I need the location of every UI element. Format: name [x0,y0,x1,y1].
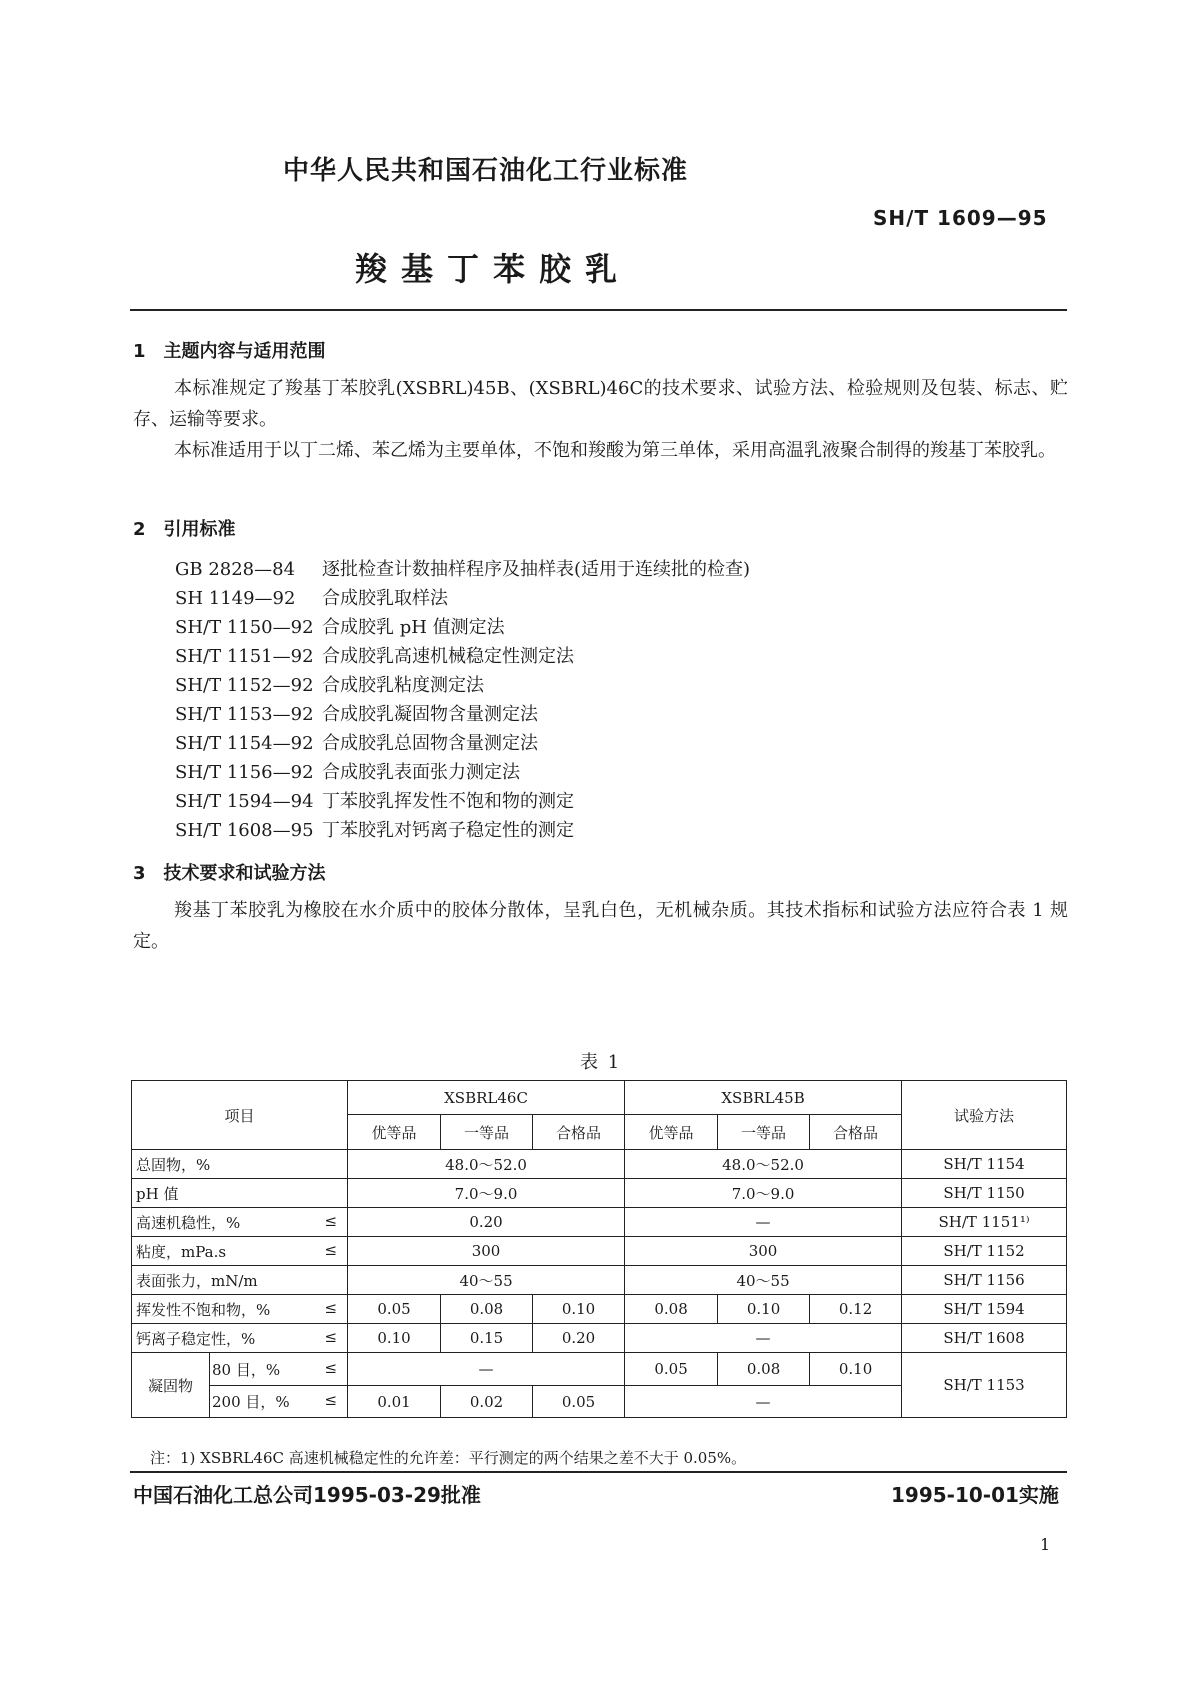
reference-title: 合成胶乳粘度测定法 [322,675,484,696]
table-note: 注：1) XSBRL46C 高速机械稳定性的允许差：平行测定的两个结果之差不大于 0.05%。 [150,1449,747,1467]
reference-title: 合成胶乳取样法 [322,588,448,609]
value-cell: 48.0～52.0 [348,1150,625,1179]
reference-title: 合成胶乳 pH 值测定法 [322,617,505,638]
reference-title: 合成胶乳凝固物含量测定法 [322,704,538,725]
value-cell: 0.08 [718,1353,810,1386]
value-cell: 7.0～9.0 [625,1179,902,1208]
standard-code: SH/T 1609—95 [873,206,1048,230]
approval-line: 中国石油化工总公司1995-03-29批准 [133,1483,481,1507]
section-3-heading: 3 技术要求和试验方法 [133,863,326,884]
header-method: 试验方法 [902,1081,1067,1150]
value-cell: 0.08 [441,1295,533,1324]
table-row [132,1353,1067,1386]
row-item: pH 值 [132,1179,348,1208]
reference-code: SH/T 1152—92 [175,675,314,696]
reference-title: 合成胶乳表面张力测定法 [322,762,520,783]
reference-code: SH/T 1150—92 [175,617,314,638]
method-cell: SH/T 1153 [902,1353,1067,1418]
reference-code: SH/T 1154—92 [175,733,314,754]
org-title: 中华人民共和国石油化工行业标准 [283,156,689,186]
leq-symbol: ≤ [324,1327,338,1346]
section-1-paragraph: 本标准适用于以丁二烯、苯乙烯为主要单体，不饱和羧酸为第三单体，采用高温乳液聚合制得的羧基丁苯胶乳。 [174,440,1056,461]
reference-code: SH 1149—92 [175,588,296,609]
table-row [132,1208,1067,1237]
row-item-cell [132,1295,348,1324]
method-cell: SH/T 1594 [902,1295,1067,1324]
row-item: 挥发性不饱和物，% [136,1300,271,1319]
row-item: 总固物，% [132,1150,348,1179]
method-cell: SH/T 1151¹⁾ [902,1208,1067,1237]
header-grade: 优等品 [625,1115,718,1150]
value-cell: 48.0～52.0 [625,1150,902,1179]
section-3-paragraph: 羧基丁苯胶乳为橡胶在水介质中的胶体分散体，呈乳白色，无机械杂质。其技术指标和试验方法应符合表 1 规定。 [133,900,1068,952]
leq-symbol: ≤ [324,1240,338,1259]
table-row [132,1150,1067,1179]
row-subitem-cell [210,1386,348,1418]
reference-title: 合成胶乳总固物含量测定法 [322,733,538,754]
value-cell: — [625,1208,902,1237]
header-item: 项目 [132,1081,348,1150]
row-item-cell [132,1237,348,1266]
header-group-xsbrl46c: XSBRL46C [348,1081,625,1115]
reference-item [175,786,574,817]
reference-code: SH/T 1151—92 [175,646,314,667]
table-header-row [132,1081,1067,1115]
reference-item [175,641,574,672]
header-grade: 一等品 [441,1115,533,1150]
page-number: 1 [1040,1535,1051,1554]
header-group-xsbrl45b: XSBRL45B [625,1081,902,1115]
leq-symbol: ≤ [324,1358,338,1377]
reference-code: SH/T 1608—95 [175,820,314,841]
value-cell: — [625,1324,902,1353]
table-row [132,1237,1067,1266]
method-cell: SH/T 1154 [902,1150,1067,1179]
header-grade: 一等品 [718,1115,810,1150]
method-cell: SH/T 1608 [902,1324,1067,1353]
implementation-date: 1995-10-01实施 [891,1483,1059,1507]
value-cell: 0.05 [348,1295,441,1324]
row-item: 表面张力，mN/m [132,1266,348,1295]
reference-code: SH/T 1156—92 [175,762,314,783]
reference-item [175,670,484,701]
reference-title: 合成胶乳高速机械稳定性测定法 [322,646,574,667]
method-cell: SH/T 1150 [902,1179,1067,1208]
spec-table [131,1080,1067,1418]
header-rule [130,309,1067,311]
reference-code: SH/T 1594—94 [175,791,314,812]
section-1-paragraph: 本标准规定了羧基丁苯胶乳(XSBRL)45B、(XSBRL)46C的技术要求、试验方法、检验规则及包装、标志、贮存、运输等要求。 [133,378,1068,430]
section-2-heading: 2 引用标准 [133,519,236,540]
table-caption: 表 1 [580,1052,622,1073]
row-subitem-cell [210,1353,348,1386]
row-item: 高速机稳性，% [136,1213,241,1232]
row-item: 钙离子稳定性，% [136,1329,256,1348]
value-cell: 0.10 [810,1353,902,1386]
reference-item [175,583,448,614]
value-cell: 0.02 [441,1386,533,1418]
leq-symbol: ≤ [324,1298,338,1317]
value-cell: — [348,1353,625,1386]
row-item: 粘度，mPa.s [136,1242,227,1261]
value-cell: 0.08 [625,1295,718,1324]
table-row [132,1324,1067,1353]
leq-symbol: ≤ [324,1391,338,1409]
row-item-cell [132,1324,348,1353]
row-subitem: 200 目，% [212,1393,290,1411]
table-row [132,1179,1067,1208]
header-grade: 优等品 [348,1115,441,1150]
header-grade: 合格品 [533,1115,625,1150]
method-cell: SH/T 1152 [902,1237,1067,1266]
reference-item [175,554,750,585]
value-cell: 0.12 [810,1295,902,1324]
reference-item [175,728,538,759]
value-cell: 0.05 [533,1386,625,1418]
value-cell: 40～55 [625,1266,902,1295]
value-cell: 0.05 [625,1353,718,1386]
value-cell: 300 [348,1237,625,1266]
value-cell: 0.10 [533,1295,625,1324]
reference-title: 丁苯胶乳挥发性不饱和物的测定 [322,791,574,812]
value-cell: 0.01 [348,1386,441,1418]
leq-symbol: ≤ [324,1211,338,1230]
value-cell: 300 [625,1237,902,1266]
header-grade: 合格品 [810,1115,902,1150]
table-row [132,1266,1067,1295]
row-subitem: 80 目，% [212,1360,281,1379]
method-cell: SH/T 1156 [902,1266,1067,1295]
value-cell: 0.15 [441,1324,533,1353]
value-cell: — [625,1386,902,1418]
row-item-cell [132,1208,348,1237]
value-cell: 0.20 [348,1208,625,1237]
row-item-group: 凝固物 [132,1353,210,1418]
footer-rule [130,1471,1067,1473]
reference-item [175,612,505,643]
table-row [132,1295,1067,1324]
value-cell: 0.10 [348,1324,441,1353]
reference-item [175,757,520,788]
value-cell: 40～55 [348,1266,625,1295]
document-title: 羧基丁苯胶乳 [355,250,632,288]
section-1-body [133,373,1068,466]
reference-title: 丁苯胶乳对钙离子稳定性的测定 [322,820,574,841]
reference-item [175,815,574,846]
reference-item [175,699,538,730]
section-1-heading: 1 主题内容与适用范围 [133,341,326,362]
reference-code: GB 2828—84 [175,559,296,580]
value-cell: 0.20 [533,1324,625,1353]
section-3-body [133,895,1068,957]
reference-code: SH/T 1153—92 [175,704,314,725]
value-cell: 7.0～9.0 [348,1179,625,1208]
reference-title: 逐批检查计数抽样程序及抽样表(适用于连续批的检查) [322,559,751,580]
value-cell: 0.10 [718,1295,810,1324]
